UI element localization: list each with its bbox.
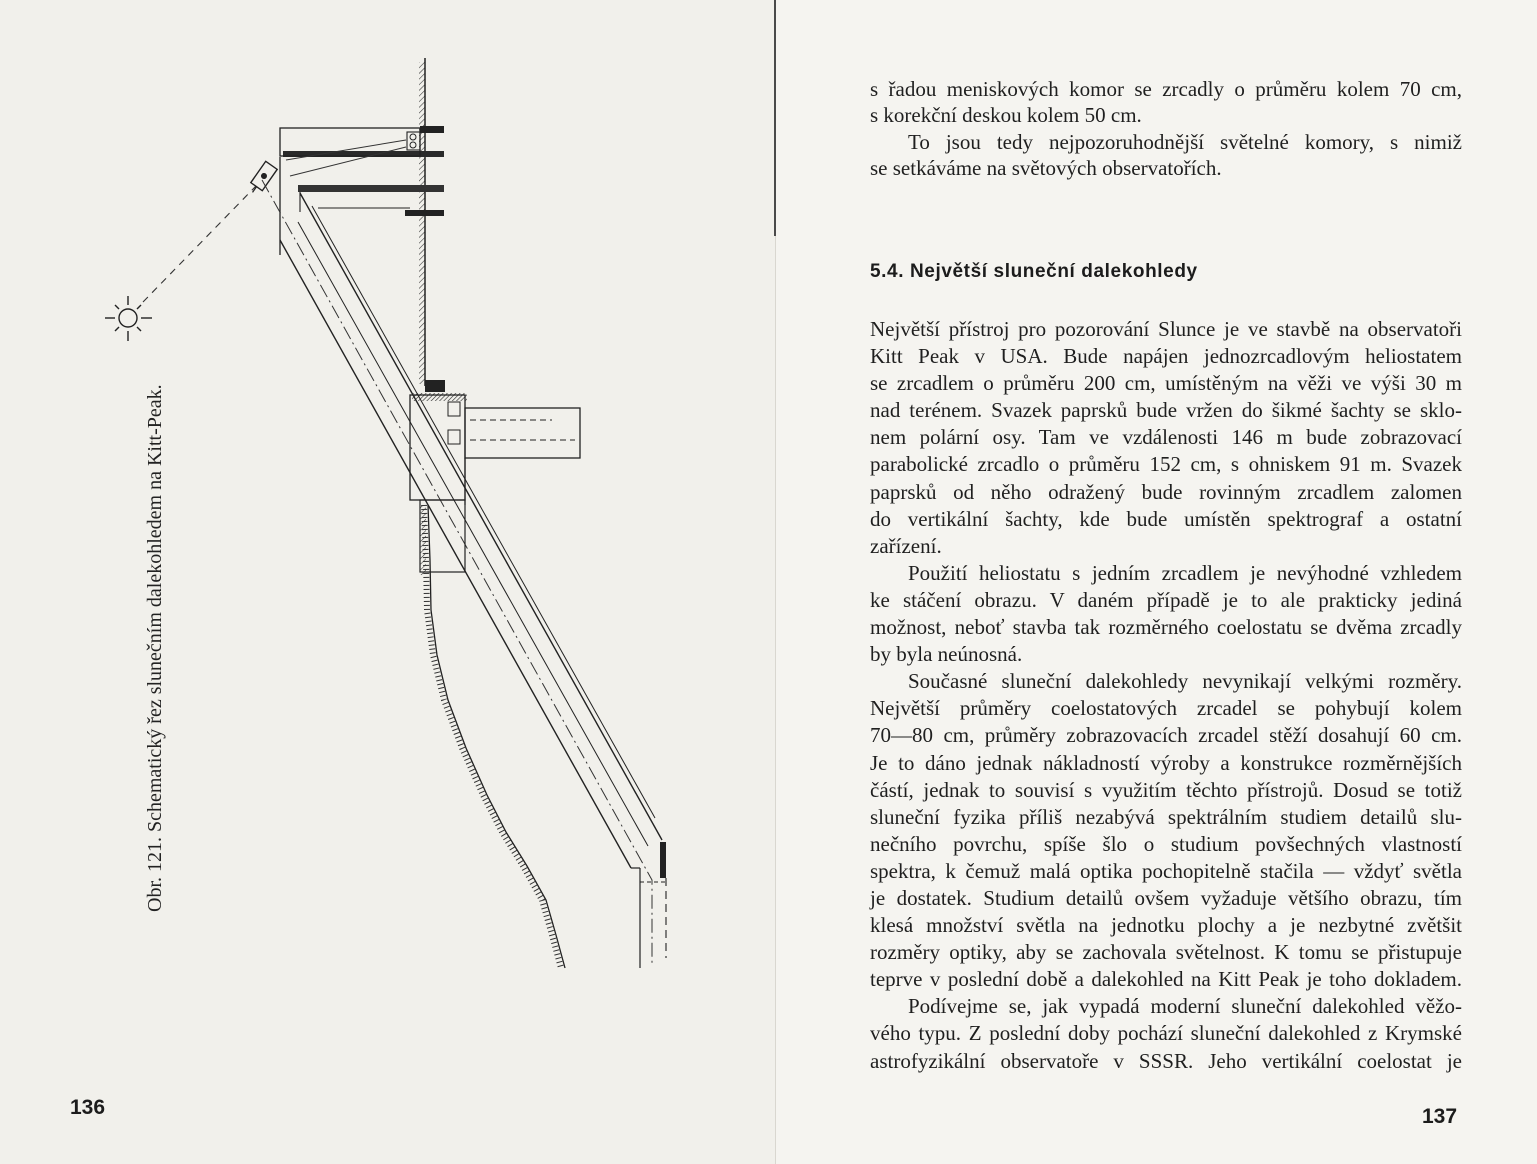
text-line: Podívejme se, jak vypadá moderní sluneční dalekohled věžo- — [908, 994, 1462, 1019]
text-line: Kitt Peak v USA. Bude napájen jednozrcadlovým heliostatem — [870, 344, 1462, 369]
text-line: se zrcadlem o průměru 200 cm, umístěným na věži ve výši 30 m — [870, 371, 1462, 396]
section-heading: 5.4. Největší sluneční dalekohledy — [870, 261, 1198, 282]
text-line: nem polární osy. Tam ve vzdálenosti 146 m bude zobrazovací — [870, 425, 1462, 450]
text-line: možnost, neboť stavba tak rozměrného coelostatu se dvěma zrcadly — [870, 615, 1462, 640]
heliostat-icon — [247, 161, 277, 196]
page-number: 136 — [70, 1096, 106, 1119]
paragraph — [870, 668, 1462, 993]
text-line: nečního povrchu, spíše šlo o studium povšechných vlastností — [870, 831, 1462, 856]
text-line: paprsků od něho odražený bude rovinným zrcadlem zalomen — [870, 479, 1462, 504]
text-line: vého typu. Z poslední doby pochází sluneční dalekohled z Krymské — [870, 1021, 1462, 1046]
text-line: se setkáváme na světových observatořích. — [870, 155, 1222, 180]
text-line: rozměry optiky, aby se zachovala světelnost. K tomu se přistupuje — [870, 940, 1462, 965]
text-line: Současné sluneční dalekohledy nevynikají velkými rozměry. — [908, 669, 1462, 694]
text-line: klesá množství světla na jednotku plochy a je nezbytné zvětšit — [870, 913, 1462, 938]
text-line: spektra, k čemuž malá optika pochopitelně stačila — vždyť světla — [870, 858, 1462, 883]
text-line: sluneční fyzika příliš nezabývá spektrálním studiem detailů slu- — [870, 804, 1462, 829]
text-line: je dostatek. Studium detailů ovšem vyžaduje většího obrazu, tím — [870, 885, 1462, 910]
vertical-shaft — [631, 842, 666, 968]
section-body — [870, 316, 1462, 1075]
text-line: teprve v poslední době a dalekohled na Kitt Peak je toho dokladem. — [870, 967, 1462, 992]
floor-slab — [420, 126, 444, 133]
light-ray-path — [143, 186, 256, 302]
figure-caption: Obr. 121. Schematický řez slunečním dalekohledem na Kitt-Peak. — [144, 384, 166, 912]
page-number: 137 — [1422, 1105, 1458, 1128]
text-line: parabolické zrcadlo o průměru 152 cm, s ohniskem 91 m. Svazek — [870, 452, 1462, 477]
sun-icon — [105, 296, 152, 341]
terrain-profile — [424, 505, 565, 968]
text-line: by byla neúnosná. — [870, 642, 1023, 667]
text-line: To jsou tedy nejpozoruhodnější světelné komory, s nimiž — [908, 129, 1462, 154]
floor-slab — [298, 185, 444, 192]
text-line: Největší průměry coelostatových zrcadel se pohybují kolem — [870, 696, 1462, 721]
paragraph — [870, 316, 1462, 560]
text-line: Je to dáno jednak nákladností výroby a konstrukce rozměrnějších — [870, 750, 1462, 775]
paragraph — [870, 993, 1462, 1074]
text-line: s korekční deskou kolem 50 cm. — [870, 103, 1142, 128]
tower-wall — [419, 58, 425, 386]
right-page — [776, 0, 1537, 1164]
paragraph — [870, 129, 1462, 182]
text-line: částí, jednak to souvisí s využitím těchto přístrojů. Dosud se totiž — [870, 777, 1462, 802]
opening-text — [870, 76, 1462, 181]
side-building — [410, 380, 580, 505]
text-line: do vertikální šachty, kde bude umístěn spektrograf a ostatní — [870, 506, 1462, 531]
text-line: astrofyzikální observatoře v SSSR. Jeho vertikální coelostat je — [870, 1048, 1462, 1073]
floor-slab — [405, 210, 444, 216]
text-line: s řadou meniskových komor se zrcadly o průměru kolem 70 cm, — [870, 77, 1462, 101]
text-line: nad terénem. Svazek paprsků bude vržen do šikmé šachty se sklo- — [870, 398, 1462, 423]
paragraph — [870, 76, 1462, 129]
text-line: Největší přístroj pro pozorování Slunce je ve stavbě na observatoři — [870, 317, 1462, 341]
text-line: zařízení. — [870, 533, 942, 558]
paragraph — [870, 560, 1462, 668]
text-line: Použití heliostatu s jedním zrcadlem je nevýhodné vzhledem — [908, 560, 1462, 585]
text-line: ke stáčení obrazu. V daném případě je to ale prakticky jediná — [870, 587, 1462, 612]
text-line: 70—80 cm, průměry zobrazovacích zrcadel stěží dosahují 60 cm. — [870, 723, 1462, 748]
